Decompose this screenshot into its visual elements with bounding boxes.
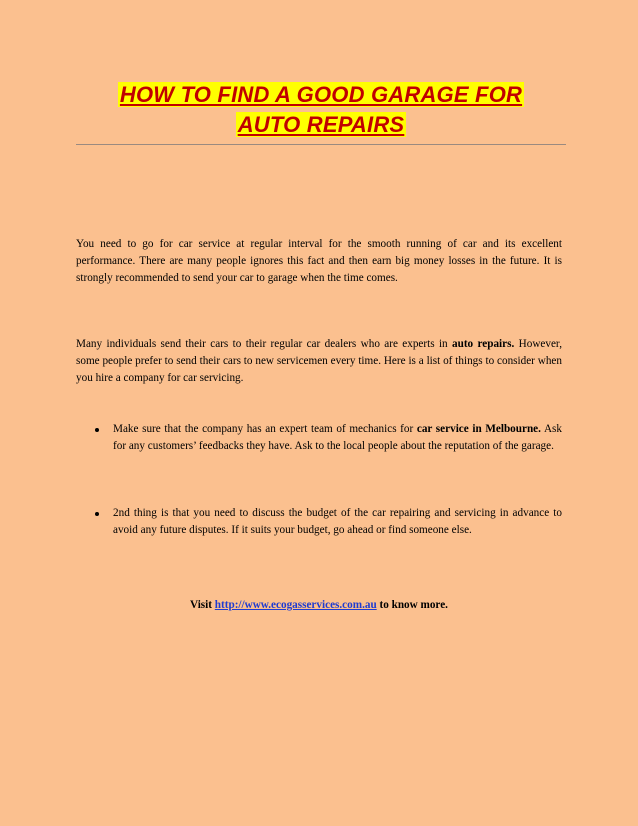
bullet-1-text-end: Ask for any customers’ feedbacks they have. Ask to the local people about the reputation of the garage. — [113, 423, 562, 452]
website-link[interactable]: http://www.ecogasservices.com.au — [214, 599, 377, 611]
bullet-icon — [95, 428, 99, 432]
title-divider — [76, 144, 566, 145]
title-line-1 — [76, 80, 566, 110]
paragraph-2-text-start: Many individuals send their cars to their regular car dealers who are experts in — [76, 338, 453, 350]
bullet-2-text: 2nd thing is that you need to discuss the budget of the car repairing and servicing in advance to avoid any future disputes. If it suits your budget, go ahead or find someone else. — [113, 507, 562, 536]
bullet-1-text-start: Make sure that the company has an expert team of mechanics for — [113, 423, 417, 435]
paragraph-2 — [76, 336, 562, 387]
title-line-2-text: AUTO REPAIRS — [237, 112, 405, 137]
paragraph-2-text-end: However, some people prefer to send their cars to new servicemen every time. Here is a list of things to consider when you hire a company for car servicing. — [76, 338, 562, 384]
document-title — [76, 80, 566, 140]
bullet-icon — [95, 512, 99, 516]
bullet-1-bold-keyword: car service in Melbourne. — [416, 423, 541, 435]
list-item-text — [113, 421, 562, 455]
paragraph-1: You need to go for car service at regular interval for the smooth running of car and its excellent performance. There are many people ignores this fact and then earn big money losses in the future. It is strongly recommended to send your car to garage when the time comes. — [76, 238, 562, 284]
title-line-1-text: HOW TO FIND A GOOD GARAGE FOR — [119, 82, 523, 107]
title-line-2 — [76, 110, 566, 140]
list-item-text — [113, 505, 562, 539]
list-item — [95, 421, 562, 455]
visit-line — [76, 597, 562, 614]
visit-text-start: Visit — [190, 599, 215, 611]
paragraph-2-bold-keyword: auto repairs. — [452, 338, 515, 350]
list-item — [95, 505, 562, 539]
visit-text-end: to know more. — [376, 599, 448, 611]
